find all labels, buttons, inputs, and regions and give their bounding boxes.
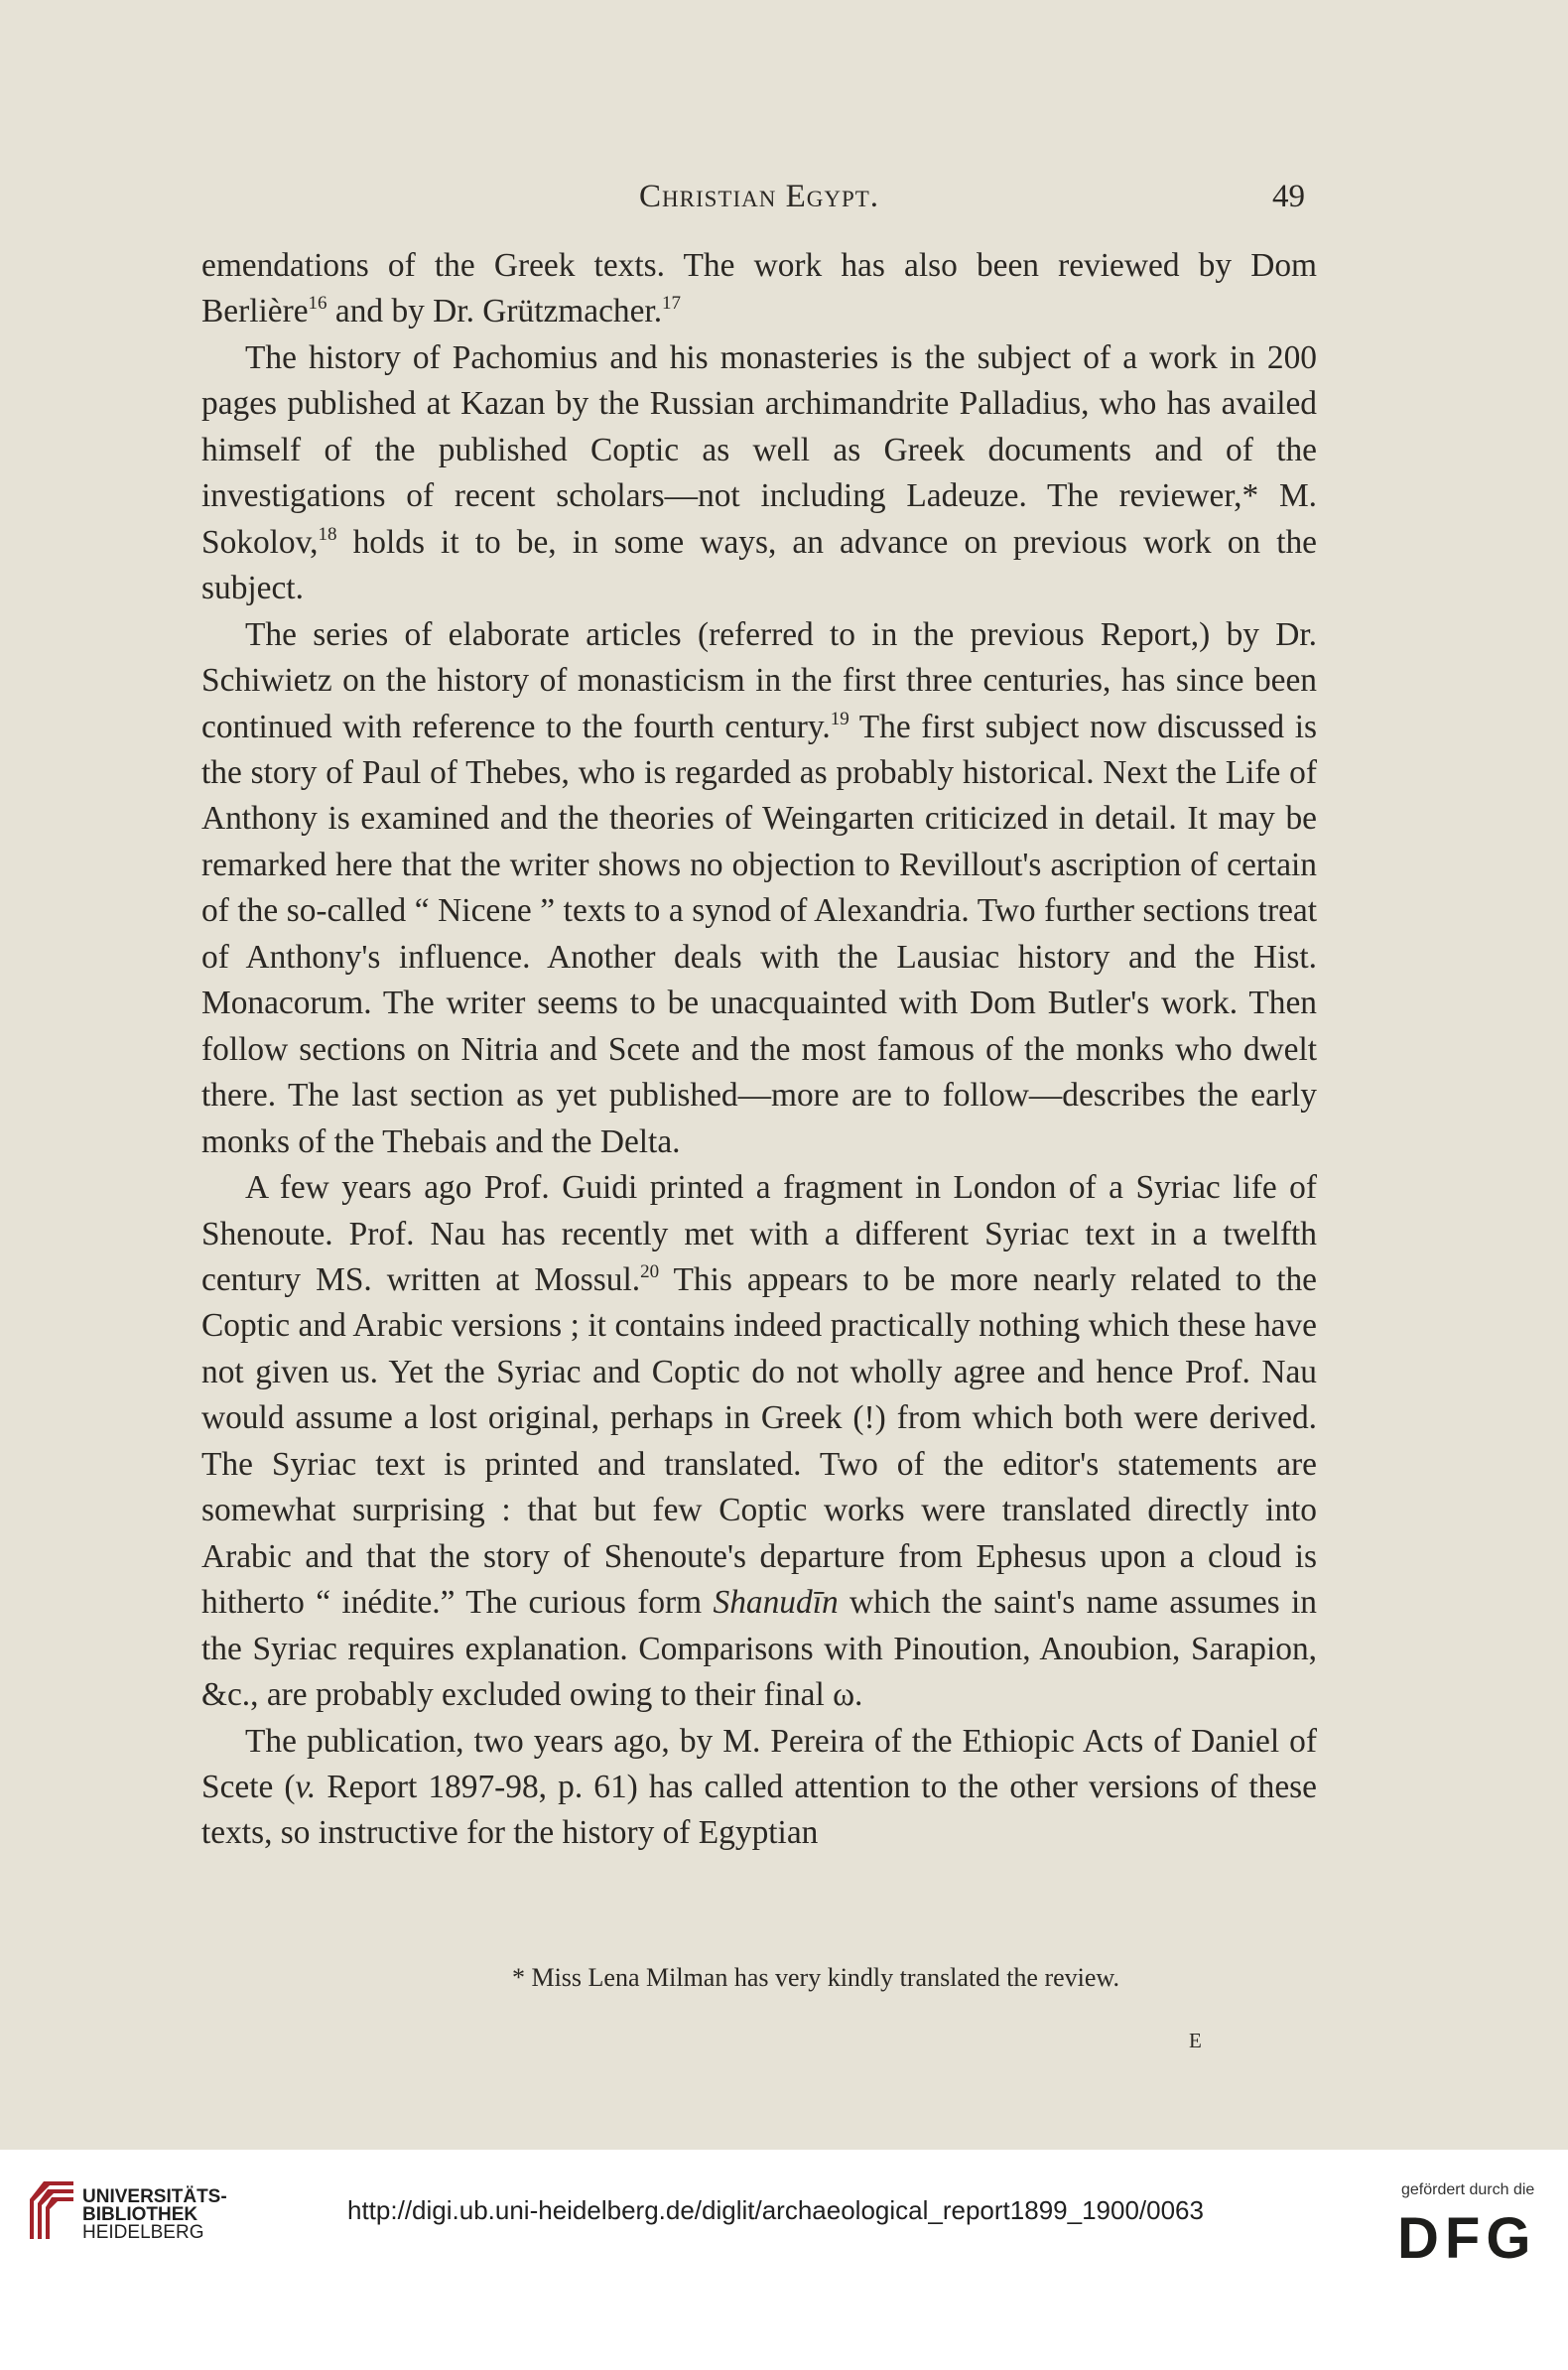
signature-mark: E <box>1189 2029 1202 2052</box>
text-run: emendations of the Greek texts. The work has also been reviewed by Dom Berlière <box>201 247 1317 330</box>
text-run: Shanudīn <box>713 1584 839 1622</box>
footnote-ref: 16 <box>308 293 327 315</box>
library-logo-icon <box>30 2179 75 2241</box>
footnote-ref: 18 <box>318 523 337 545</box>
paragraph <box>201 1719 1317 1857</box>
text-run: This appears to be more nearly related to the Coptic and Arabic versions ; it contains indeed practically nothing which these have not given us. Yet the Syriac and Coptic do not wholly agree and hence Prof. Nau would assume a lost original, perhaps in Greek (!) from which both were derived. The Syriac text is printed and translated. Two of the editor's statements are somewhat surprising : that but few Coptic works were translated directly into Arabic and that the story of Shenoute's departure from Ephesus upon a cloud is hitherto “ inédite.” The curious form <box>201 1260 1317 1622</box>
text-run: A few years ago Prof. Guidi printed a fragment in London of a Syriac life of Shenoute. Prof. Nau has recently met with a different Syriac text in a twelfth century MS. written at Mossul. <box>201 1169 1317 1298</box>
library-line-3: HEIDELBERG <box>82 2222 204 2243</box>
library-line-2: BIBLIOTHEK <box>82 2204 198 2225</box>
text-run: The first subject now discussed is the story of Paul of Thebes, who is regarded as probably historical. Next the Life of Anthony is examined and the theories of Weingarten criticized in detail. It may be remarked here that the writer shows no objection to Revillout's ascription of certain of the so-called “ Nicene ” texts to a synod of Alexandria. Two further sections treat of Anthony's influence. Another deals with the Lausiac history and the Hist. Monacorum. The writer seems to be unacquainted with Dom Butler's work. Then follow sections on Nitria and Scete and the most famous of the monks who dwelt there. The last section as yet published—more are to follow—describes the early monks of the Thebais and the Delta. <box>201 708 1317 1160</box>
text-run: The series of elaborate articles (referred to in the previous Report,) by Dr. Schiwietz on the history of monasticism in the first three centuries, has since been continued with reference to the fourth century. <box>201 615 1317 745</box>
permalink-url[interactable]: http://digi.ub.uni-heidelberg.de/diglit/archaeological_report1899_1900/0063 <box>347 2195 1204 2225</box>
library-name <box>82 2188 227 2242</box>
text-run: The publication, two years ago, by M. Pereira of the Ethiopic Acts of Daniel of Scete ( <box>201 1722 1317 1805</box>
text-run: The history of Pachomius and his monasteries is the subject of a work in 200 pages published at Kazan by the Russian archimandrite Palladius, who has availed himself of the published Coptic as well as Greek documents and of the investigations of recent scholars—not including Ladeuze. The reviewer,* M. Sokolov, <box>201 338 1317 561</box>
text-run: v. <box>295 1768 317 1805</box>
paragraph <box>201 335 1317 612</box>
footer-bar <box>0 2150 1568 2370</box>
text-run: which the saint's name assumes in the Syriac requires explanation. Comparisons with Pinoution, Anoubion, Sarapion, &c., are probably excluded owing to their final ω. <box>201 1584 1317 1714</box>
body-text <box>201 243 1317 1857</box>
footnote: * Miss Lena Milman has very kindly translated the review. <box>511 1963 1120 1992</box>
paragraph <box>201 243 1317 335</box>
library-line-1: UNIVERSITÄTS- <box>82 2186 227 2207</box>
footnote-ref: 20 <box>640 1260 660 1282</box>
paragraph <box>201 1165 1317 1718</box>
running-head <box>0 179 1568 228</box>
funded-by-label: gefördert durch die <box>1401 2181 1535 2198</box>
text-run: and by Dr. Grützmacher. <box>327 293 663 330</box>
running-title: Christian Egypt. <box>639 179 880 214</box>
page-number: 49 <box>1272 179 1305 214</box>
text-run: holds it to be, in some ways, an advance on previous work on the subject. <box>201 523 1317 607</box>
dfg-logo: DFG <box>1397 2206 1537 2271</box>
footnote-ref: 17 <box>662 293 682 315</box>
paragraph <box>201 612 1317 1165</box>
footnote-ref: 19 <box>830 708 849 729</box>
text-run: Report 1897-98, p. 61) has called attention to the other versions of these texts, so instructive for the history of Egyptian <box>201 1768 1317 1852</box>
